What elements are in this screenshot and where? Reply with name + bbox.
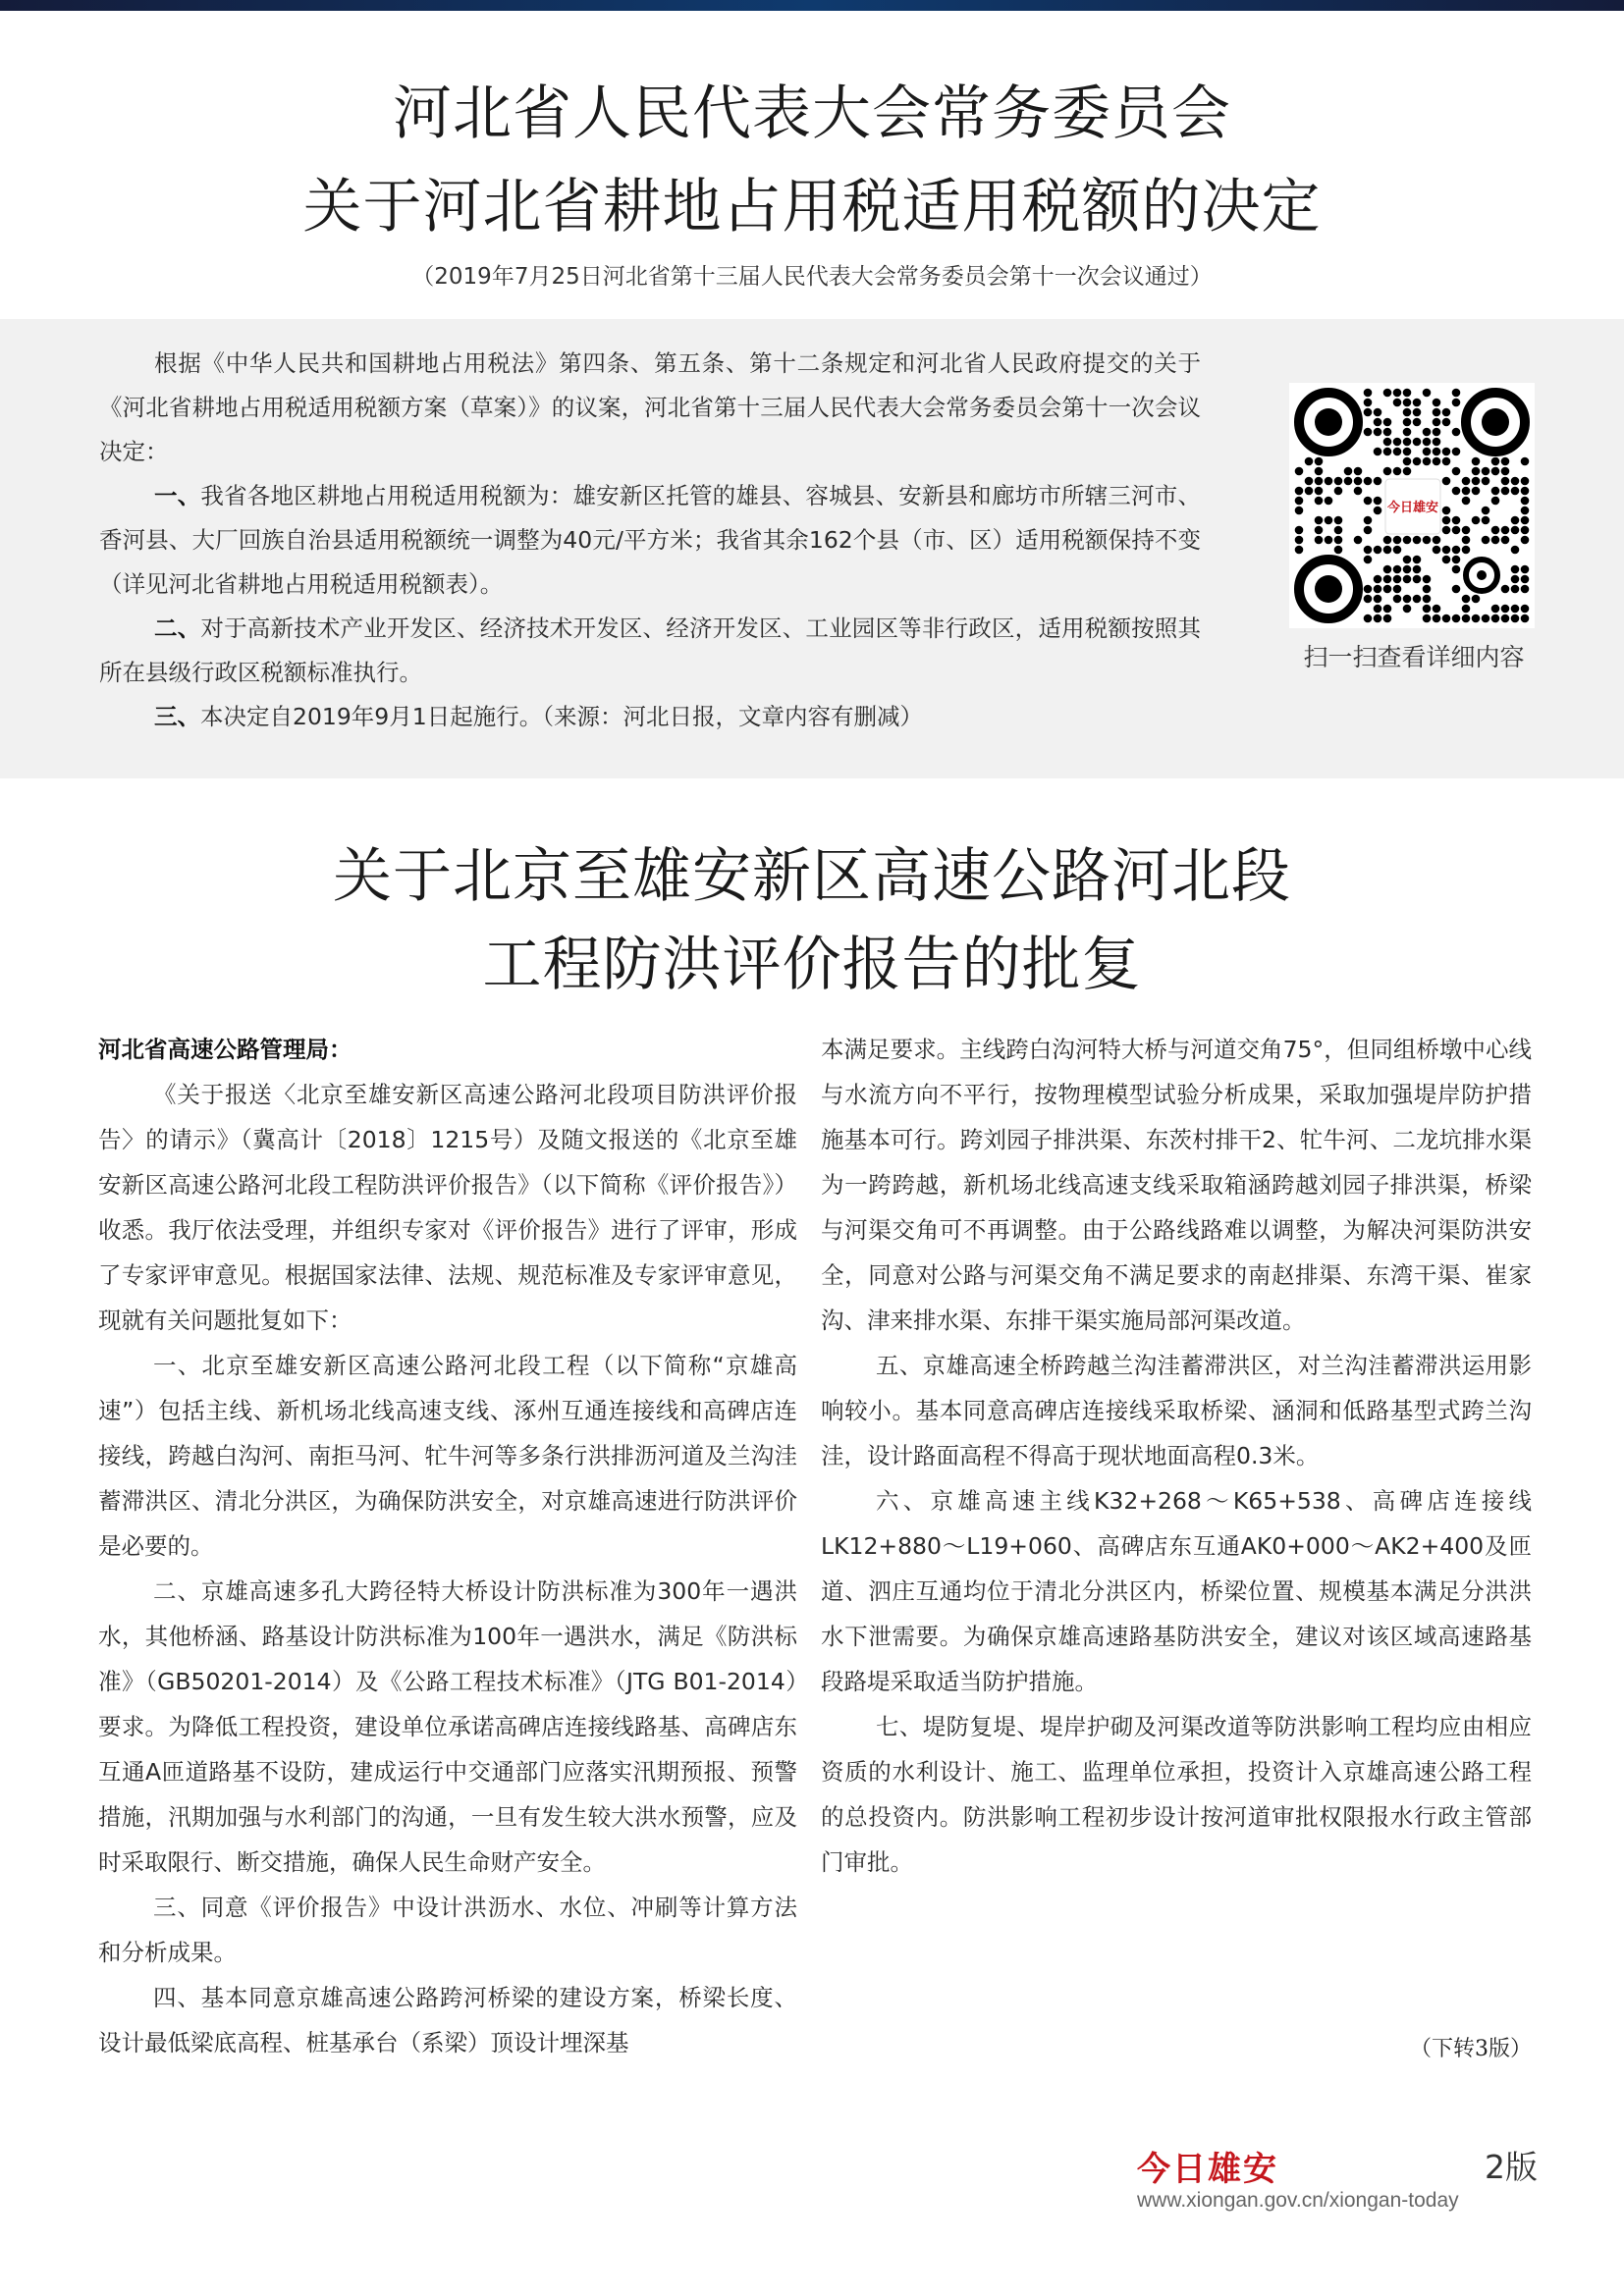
qr-module	[1501, 605, 1510, 614]
qr-module	[1364, 526, 1373, 535]
qr-module	[1393, 565, 1402, 574]
decision-item-text: 本决定自2019年9月1日起施行。（来源：河北日报，文章内容有删减）	[200, 703, 923, 730]
qr-module	[1462, 595, 1471, 604]
qr-module	[1462, 605, 1471, 614]
qr-module	[1374, 575, 1382, 584]
qr-module	[1521, 487, 1530, 496]
qr-module	[1482, 467, 1490, 476]
qr-module	[1344, 467, 1353, 476]
decision-item	[99, 695, 1201, 739]
article2-title-line1: 关于北京至雄安新区高速公路河北段	[333, 842, 1291, 911]
qr-module	[1482, 614, 1490, 623]
qr-module	[1393, 546, 1402, 555]
qr-module	[1423, 575, 1432, 584]
qr-module	[1442, 526, 1451, 535]
qr-module	[1295, 487, 1304, 496]
qr-module	[1501, 457, 1510, 466]
paragraph: 本满足要求。主线跨白沟河特大桥与河道交角75°，但同组桥墩中心线与水流方向不平行，按物理模型试验分析成果，采取加强堤岸防护措施基本可行。跨刘园子排洪渠、东茨村排干2、牤牛河、二龙坑排水渠为一跨跨越，新机场北线高速支线采取箱涵跨越刘园子排洪渠，桥梁与河渠交角可不再调整。由于公路线路难以调整，为解决河渠防洪安全，同意对公路与河渠交角不满足要求的南赵排渠、东湾干渠、崔家沟、津来排水渠、东排干渠实施局部河渠改道。	[821, 1036, 1532, 1334]
qr-module	[1364, 389, 1373, 398]
qr-module	[1413, 457, 1422, 466]
qr-module	[1462, 614, 1471, 623]
qr-module	[1315, 457, 1324, 466]
qr-module	[1452, 585, 1461, 594]
qr-module	[1511, 575, 1520, 584]
qr-module	[1383, 536, 1392, 545]
qr-module	[1511, 565, 1520, 574]
article1-title-line2: 关于河北省耕地占用税适用税额的决定	[302, 173, 1322, 241]
decision-item	[99, 607, 1201, 695]
qr-module	[1433, 399, 1441, 407]
qr-module	[1442, 546, 1451, 555]
qr-module	[1374, 428, 1382, 437]
qr-module	[1393, 575, 1402, 584]
qr-module	[1442, 614, 1451, 623]
qr-module	[1364, 516, 1373, 525]
qr-module	[1433, 457, 1441, 466]
qr-module	[1413, 399, 1422, 407]
qr-module	[1442, 556, 1451, 564]
qr-module	[1413, 438, 1422, 447]
qr-module	[1433, 448, 1441, 456]
qr-module	[1374, 546, 1382, 555]
qr-module	[1374, 418, 1382, 427]
qr-module	[1433, 536, 1441, 545]
qr-module	[1521, 575, 1530, 584]
qr-module	[1383, 389, 1392, 398]
qr-module	[1295, 467, 1304, 476]
qr-module	[1521, 614, 1530, 623]
article1-title-line1: 河北省人民代表大会常务委员会	[393, 80, 1231, 148]
qr-module	[1491, 487, 1500, 496]
qr-module	[1501, 526, 1510, 535]
qr-module	[1452, 526, 1461, 535]
qr-module	[1423, 585, 1432, 594]
qr-module	[1501, 585, 1510, 594]
qr-module	[1393, 389, 1402, 398]
addressee: 河北省高速公路管理局：	[98, 1036, 352, 1063]
qr-module	[1482, 516, 1490, 525]
qr-module	[1413, 595, 1422, 604]
qr-module	[1452, 556, 1461, 564]
qr-module	[1511, 585, 1520, 594]
qr-module	[1364, 408, 1373, 417]
qr-module	[1383, 448, 1392, 456]
qr-module	[1305, 457, 1314, 466]
qr-module	[1364, 595, 1373, 604]
qr-module	[1393, 399, 1402, 407]
qr-module	[1521, 477, 1530, 486]
qr-module	[1472, 467, 1481, 476]
qr-module	[1315, 487, 1324, 496]
qr-module	[1452, 389, 1461, 398]
qr-module	[1305, 477, 1314, 486]
qr-module	[1462, 477, 1471, 486]
qr-module	[1374, 497, 1382, 506]
qr-module	[1521, 497, 1530, 506]
paragraph: 《关于报送〈北京至雄安新区高速公路河北段项目防洪评价报告〉的请示》（冀高计〔2018〕1215号）及随文报送的《北京至雄安新区高速公路河北段工程防洪评价报告》（以下简称《评价报告》）收悉。我厅依法受理，并组织专家对《评价报告》进行了评审，形成了专家评审意见。根据国家法律、法规、规范标准及专家评审意见，现就有关问题批复如下：	[98, 1081, 797, 1334]
paragraph: 二、京雄高速多孔大跨径特大桥设计防洪标准为300年一遇洪水，其他桥涵、路基设计防洪标准为100年一遇洪水，满足《防洪标准》（GB50201-2014）及《公路工程技术标准》（JTG B01-2014）要求。为降低工程投资，建设单位承诺高碑店连接线路基、高碑店东互通A匝道路基不设防，建成运行中交通部门应落实汛期预报、预警措施，汛期加强与水利部门的沟通，一旦有发生较大洪水预警，应及时采取限行、断交措施，确保人民生命财产安全。	[98, 1577, 797, 1876]
qr-module	[1452, 516, 1461, 525]
qr-module	[1511, 487, 1520, 496]
decision-intro: 根据《中华人民共和国耕地占用税法》第四条、第五条、第十二条规定和河北省人民政府提交的关于《河北省耕地占用税适用税额方案（草案）》的议案，河北省第十三届人民代表大会常务委员会第十一次会议决定：	[99, 349, 1201, 465]
paragraph: 六、京雄高速主线K32+268～K65+538、高碑店连接线LK12+880～L19+060、高碑店东互通AK0+000～AK2+400及匝道、泗庄互通均位于清北分洪区内，桥梁位置、规模基本满足分洪洪水下泄需要。为确保京雄高速路基防洪安全，建议对该区域高速路基段路堤采取适当防护措施。	[821, 1487, 1532, 1695]
qr-module	[1354, 487, 1363, 496]
paragraph: 七、堤防复堤、堤岸护砌及河渠改道等防洪影响工程均应由相应资质的水利设计、施工、监理单位承担，投资计入京雄高速公路工程的总投资内。防洪影响工程初步设计按河道审批权限报水行政主管部门审批。	[821, 1713, 1532, 1876]
qr-module	[1423, 448, 1432, 456]
qr-module	[1295, 536, 1304, 545]
qr-module	[1383, 585, 1392, 594]
qr-module	[1413, 418, 1422, 427]
qr-module	[1491, 526, 1500, 535]
qr-module	[1364, 585, 1373, 594]
qr-module	[1462, 487, 1471, 496]
qr-module	[1374, 408, 1382, 417]
qr-module	[1501, 467, 1510, 476]
qr-module	[1521, 457, 1530, 466]
qr-module	[1511, 477, 1520, 486]
qr-module	[1403, 408, 1412, 417]
qr-code-icon[interactable]	[1289, 383, 1535, 628]
qr-module	[1472, 595, 1481, 604]
qr-module	[1374, 507, 1382, 515]
qr-module	[1315, 467, 1324, 476]
decision-item	[99, 474, 1201, 607]
qr-module	[1364, 614, 1373, 623]
qr-module	[1403, 448, 1412, 456]
qr-module	[1491, 497, 1500, 506]
qr-module	[1393, 536, 1402, 545]
qr-module	[1521, 526, 1530, 535]
qr-module	[1403, 457, 1412, 466]
qr-module	[1423, 428, 1432, 437]
decision-body	[99, 342, 1201, 739]
qr-module	[1521, 536, 1530, 545]
qr-module	[1413, 408, 1422, 417]
qr-module	[1344, 477, 1353, 486]
qr-module	[1413, 565, 1422, 574]
continued-note: （下转3版）	[1410, 2037, 1532, 2061]
header-accent-bar	[0, 0, 1624, 11]
qr-module	[1452, 487, 1461, 496]
qr-module	[1433, 546, 1441, 555]
qr-module	[1452, 467, 1461, 476]
qr-module	[1442, 477, 1451, 486]
qr-module	[1442, 516, 1451, 525]
qr-module	[1403, 438, 1412, 447]
qr-module	[1354, 477, 1363, 486]
decision-item-number: 二、	[154, 614, 201, 642]
qr-module	[1452, 546, 1461, 555]
qr-module	[1295, 546, 1304, 555]
article2-left-column	[98, 1027, 797, 2065]
qr-module	[1452, 448, 1461, 456]
qr-module	[1295, 526, 1304, 535]
qr-module	[1403, 418, 1412, 427]
qr-module	[1423, 605, 1432, 614]
page-number: 2版	[1485, 2148, 1538, 2186]
qr-module	[1482, 477, 1490, 486]
qr-module	[1374, 448, 1382, 456]
qr-module	[1403, 399, 1412, 407]
qr-module	[1433, 614, 1441, 623]
qr-module	[1423, 595, 1432, 604]
decision-item-text: 对于高新技术产业开发区、经济技术开发区、经济开发区、工业园区等非行政区，适用税额按照其所在县级行政区税额标准执行。	[99, 614, 1202, 686]
qr-module	[1383, 614, 1392, 623]
qr-module	[1393, 595, 1402, 604]
qr-module	[1383, 575, 1392, 584]
qr-module	[1325, 536, 1333, 545]
decision-item-number: 一、	[154, 482, 201, 509]
qr-module	[1511, 605, 1520, 614]
qr-module	[1403, 536, 1412, 545]
qr-module	[1383, 438, 1392, 447]
qr-module	[1374, 595, 1382, 604]
paragraph: 三、同意《评价报告》中设计洪沥水、水位、冲刷等计算方法和分析成果。	[98, 1894, 797, 1966]
qr-module	[1501, 536, 1510, 545]
qr-module	[1452, 428, 1461, 437]
qr-module	[1393, 467, 1402, 476]
qr-module	[1521, 565, 1530, 574]
paragraph: 一、北京至雄安新区高速公路河北段工程（以下简称“京雄高速”）包括主线、新机场北线高速支线、涿州互通连接线和高碑店连接线，跨越白沟河、南拒马河、牤牛河等多条行洪排沥河道及兰沟洼蓄滞洪区、清北分洪区，为确保防洪安全，对京雄高速进行防洪评价是必要的。	[98, 1352, 797, 1560]
qr-module	[1472, 477, 1481, 486]
qr-module	[1315, 526, 1324, 535]
qr-module	[1325, 497, 1333, 506]
qr-module	[1295, 497, 1304, 506]
qr-module	[1334, 487, 1343, 496]
qr-module	[1462, 536, 1471, 545]
qr-module	[1305, 487, 1314, 496]
qr-module	[1393, 438, 1402, 447]
qr-module	[1383, 546, 1392, 555]
qr-module	[1491, 467, 1500, 476]
qr-module	[1442, 457, 1451, 466]
qr-module	[1413, 556, 1422, 564]
qr-module	[1423, 536, 1432, 545]
qr-module	[1374, 585, 1382, 594]
qr-module	[1452, 614, 1461, 623]
paragraph: 五、京雄高速全桥跨越兰沟洼蓄滞洪区，对兰沟洼蓄滞洪运用影响较小。基本同意高碑店连接线采取桥梁、涵洞和低路基型式跨兰沟洼，设计路面高程不得高于现状地面高程0.3米。	[821, 1352, 1532, 1469]
qr-module	[1442, 418, 1451, 427]
qr-module	[1403, 428, 1412, 437]
qr-module	[1511, 526, 1520, 535]
qr-module	[1325, 477, 1333, 486]
qr-module	[1462, 526, 1471, 535]
qr-module	[1383, 565, 1392, 574]
qr-module	[1423, 389, 1432, 398]
qr-module	[1442, 408, 1451, 417]
qr-module	[1393, 448, 1402, 456]
site-url-link[interactable]: www.xiongan.gov.cn/xiongan-today	[1137, 2189, 1459, 2212]
qr-module	[1472, 457, 1481, 466]
qr-module	[1501, 487, 1510, 496]
qr-module	[1334, 477, 1343, 486]
qr-module	[1374, 614, 1382, 623]
qr-module	[1433, 408, 1441, 417]
qr-module	[1374, 605, 1382, 614]
qr-module	[1364, 399, 1373, 407]
qr-module	[1364, 477, 1373, 486]
decision-item-number: 三、	[154, 703, 200, 730]
qr-module	[1501, 477, 1510, 486]
qr-module	[1472, 487, 1481, 496]
qr-module	[1383, 467, 1392, 476]
qr-module	[1403, 565, 1412, 574]
qr-module	[1482, 507, 1490, 515]
qr-module	[1511, 546, 1520, 555]
article1-subtitle: （2019年7月25日河北省第十三届人民代表大会常务委员会第十一次会议通过）	[411, 264, 1213, 290]
qr-module	[1472, 614, 1481, 623]
qr-module	[1354, 467, 1363, 476]
qr-module	[1491, 605, 1500, 614]
qr-module	[1462, 546, 1471, 555]
qr-module	[1472, 516, 1481, 525]
qr-module	[1334, 516, 1343, 525]
decision-item-text: 我省各地区耕地占用税适用税额为：雄安新区托管的雄县、容城县、安新县和廊坊市所辖三河市、香河县、大厂回族自治县适用税额统一调整为40元/平方米；我省其余162个县（市、区）适用税额保持不变（详见河北省耕地占用税适用税额表）。	[99, 482, 1202, 598]
qr-module	[1334, 536, 1343, 545]
qr-logo-text: 今日雄安	[1386, 501, 1439, 515]
qr-module	[1383, 605, 1392, 614]
qr-module	[1295, 507, 1304, 515]
qr-module	[1442, 507, 1451, 515]
qr-module	[1383, 428, 1392, 437]
article2-title-line2: 工程防洪评价报告的批复	[482, 931, 1142, 999]
qr-module	[1403, 556, 1412, 564]
qr-module	[1511, 516, 1520, 525]
qr-module	[1491, 536, 1500, 545]
qr-module	[1403, 595, 1412, 604]
brand-logo: 今日雄安	[1137, 2150, 1278, 2189]
qr-module	[1521, 585, 1530, 594]
qr-module	[1423, 614, 1432, 623]
qr-module	[1462, 497, 1471, 506]
qr-module	[1442, 448, 1451, 456]
qr-module	[1482, 536, 1490, 545]
qr-module	[1403, 605, 1412, 614]
qr-module	[1433, 605, 1441, 614]
qr-module	[1452, 565, 1461, 574]
qr-module	[1325, 516, 1333, 525]
qr-module	[1521, 507, 1530, 515]
qr-module	[1491, 457, 1500, 466]
qr-module	[1413, 536, 1422, 545]
qr-module	[1374, 477, 1382, 486]
qr-module	[1452, 399, 1461, 407]
qr-module	[1403, 467, 1412, 476]
qr-module	[1315, 497, 1324, 506]
qr-module	[1403, 575, 1412, 584]
qr-module	[1423, 457, 1432, 466]
qr-module	[1334, 526, 1343, 535]
qr-module	[1364, 556, 1373, 564]
qr-module	[1403, 389, 1412, 398]
qr-module	[1511, 614, 1520, 623]
qr-module	[1383, 418, 1392, 427]
qr-module	[1413, 575, 1422, 584]
qr-module	[1491, 614, 1500, 623]
qr-module	[1354, 536, 1363, 545]
qr-module	[1433, 438, 1441, 447]
qr-module	[1364, 546, 1373, 555]
qr-module	[1334, 546, 1343, 555]
qr-module	[1393, 585, 1402, 594]
qr-module	[1521, 605, 1530, 614]
qr-module	[1315, 536, 1324, 545]
qr-module	[1521, 516, 1530, 525]
article2-right-column	[821, 1027, 1532, 1885]
qr-module	[1433, 418, 1441, 427]
qr-module	[1315, 516, 1324, 525]
qr-module	[1501, 614, 1510, 623]
qr-module	[1315, 477, 1324, 486]
qr-module	[1364, 428, 1373, 437]
qr-module	[1364, 497, 1373, 506]
paragraph: 四、基本同意京雄高速公路跨河桥梁的建设方案，桥梁长度、设计最低梁底高程、桩基承台（系梁）顶设计埋深基	[98, 1984, 797, 2056]
qr-caption: 扫一扫查看详细内容	[1303, 643, 1525, 671]
qr-module	[1433, 428, 1441, 437]
qr-module	[1423, 438, 1432, 447]
